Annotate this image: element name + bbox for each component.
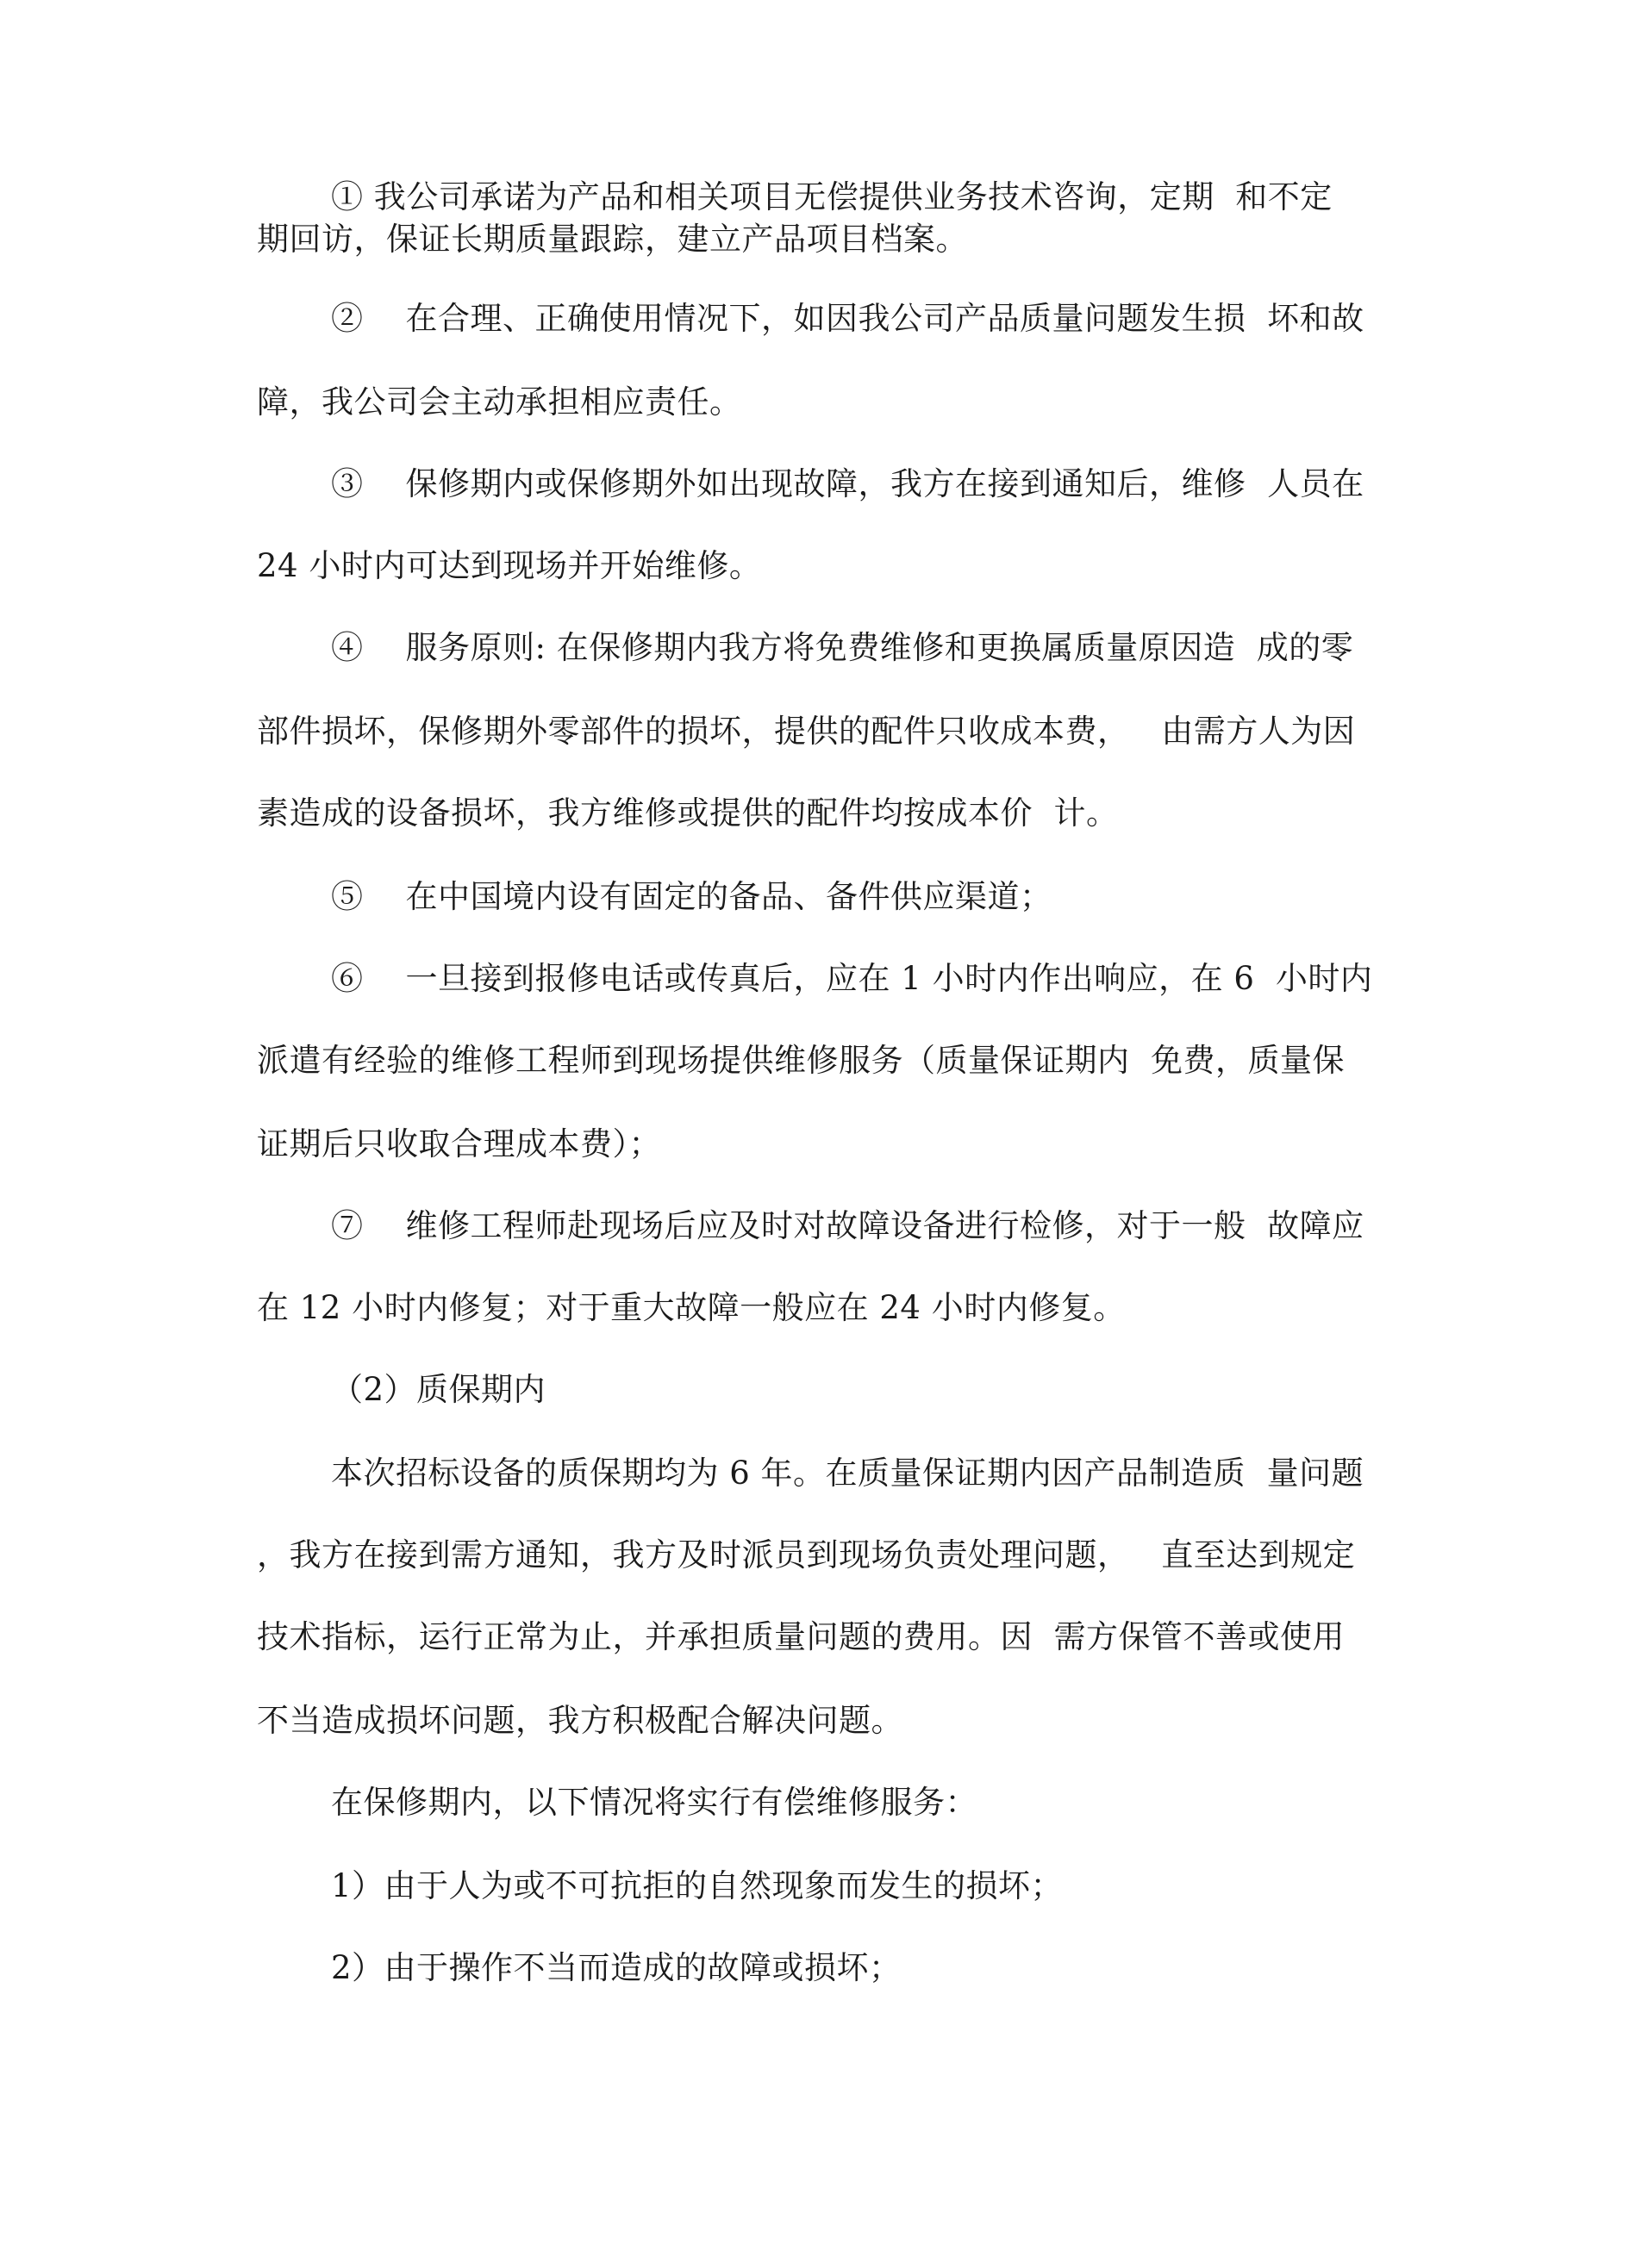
list-item: 1）由于人为或不可抗拒的自然现象而发生的损坏； (331, 1867, 1064, 1904)
paragraph-line: ① 我公司承诺为产品和相关项目无偿提供业务技术咨询，定期 和不定 (331, 178, 1333, 215)
paragraph-line: 技术指标，运行正常为止，并承担质量问题的费用。因 需方保管不善或使用 (257, 1618, 1346, 1655)
paragraph-line: 期回访，保证长期质量跟踪，建立产品项目档案。 (257, 221, 968, 258)
list-item: 2）由于操作不当而造成的故障或损坏； (331, 1949, 902, 1986)
paragraph-line: ⑥ 一旦接到报修电话或传真后，应在 1 小时内作出响应，在 6 小时内 (331, 960, 1373, 997)
paragraph-line: ③ 保修期内或保修期外如出现故障，我方在接到通知后，维修 人员在 (331, 465, 1364, 502)
paragraph-line: 证期后只收取合理成本费）； (257, 1125, 661, 1162)
paragraph-line: 24 小时内可达到现场并开始维修。 (257, 547, 762, 584)
paragraph-line: 派遣有经验的维修工程师到现场提供维修服务（质量保证期内 免费，质量保 (257, 1042, 1346, 1079)
paragraph-line: 在 12 小时内修复；对于重大故障一般应在 24 小时内修复。 (257, 1289, 1126, 1326)
section-heading: （2）质保期内 (331, 1371, 546, 1408)
paragraph-line: 本次招标设备的质保期均为 6 年。在质量保证期内因产品制造质 量问题 (331, 1455, 1364, 1492)
paragraph-line: ⑦ 维修工程师赴现场后应及时对故障设备进行检修，对于一般 故障应 (331, 1207, 1364, 1244)
paragraph-line: ，我方在接到需方通知，我方及时派员到现场负责处理问题， 直至达到规定 (257, 1536, 1356, 1573)
paragraph-line: 障，我公司会主动承担相应责任。 (257, 383, 742, 421)
paragraph-line: 在保修期内，以下情况将实行有偿维修服务： (331, 1784, 977, 1821)
paragraph-line: ② 在合理、正确使用情况下，如因我公司产品质量问题发生损 坏和故 (331, 300, 1364, 337)
paragraph-line: 素造成的设备损坏，我方维修或提供的配件均按成本价 计。 (257, 794, 1119, 832)
paragraph-line: 部件损坏，保修期外零部件的损坏，提供的配件只收成本费， 由需方人为因 (257, 713, 1356, 750)
paragraph-line: ⑤ 在中国境内设有固定的备品、备件供应渠道； (331, 878, 1052, 915)
paragraph-line: 不当造成损坏问题，我方积极配合解决问题。 (257, 1702, 903, 1739)
paragraph-line: ④ 服务原则: 在保修期内我方将免费维修和更换属质量原因造 成的零 (331, 629, 1354, 666)
